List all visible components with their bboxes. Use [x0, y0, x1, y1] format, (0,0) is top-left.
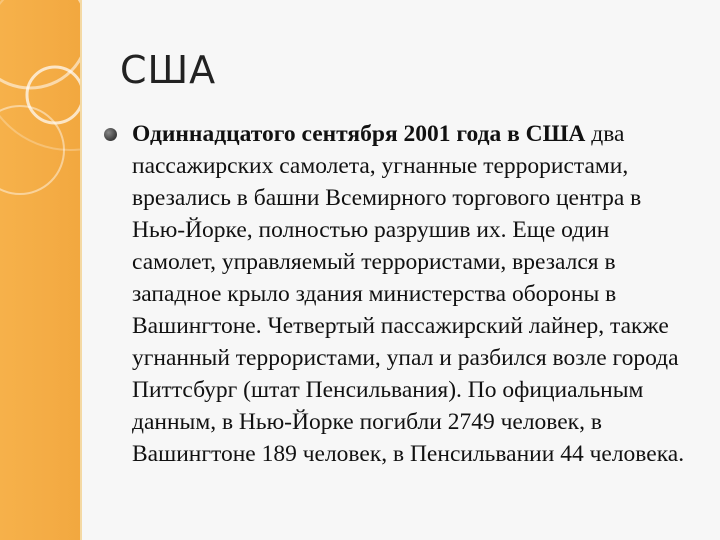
decorative-side-band — [0, 0, 80, 540]
decorative-circles-icon — [0, 0, 80, 540]
slide-content — [104, 118, 694, 470]
paragraph-lead: Одиннадцатого сентября 2001 года в США — [132, 121, 586, 147]
bullet-icon — [104, 128, 117, 141]
side-band-divider — [80, 0, 82, 540]
slide-title: США — [120, 48, 217, 92]
bullet-paragraph — [104, 118, 694, 470]
paragraph-body: два пассажирских самолета, угнанные террористами, врезались в башни Всемирного торгового центра в Нью-Йорке, полностью разрушив их. Еще один самолет, управляемый террористами, врезался в западное крыло здания министерства обороны в Вашингтоне. Четвертый пассажирский лайнер, также угнанный террористами, упал и разбился возле города Питтсбург (штат Пенсильвания). По официальным данным, в Нью-Йорке погибли 2749 человек, в Вашингтоне 189 человек, в Пенсильвании 44 человека. — [132, 121, 685, 467]
